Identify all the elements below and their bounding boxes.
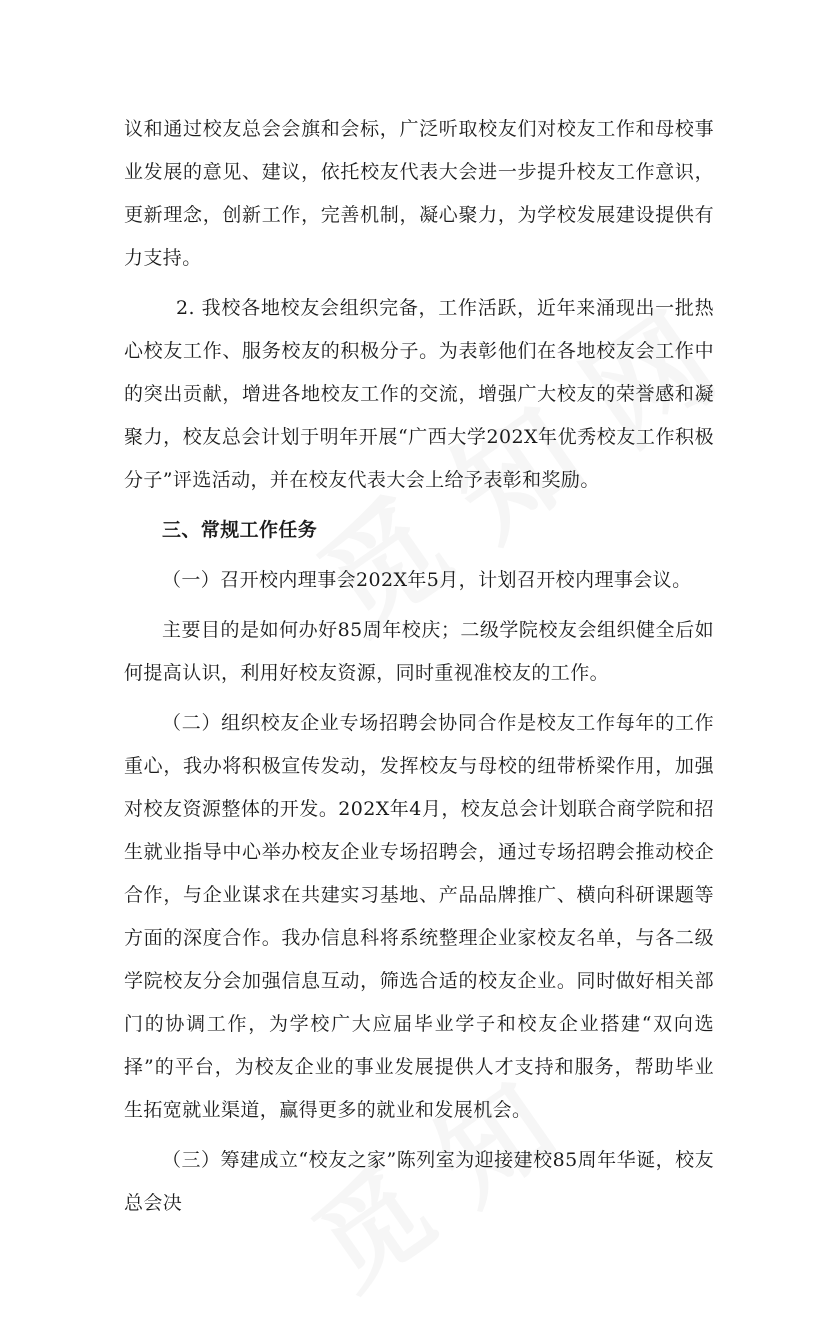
paragraph-item-2: 2. 我校各地校友会组织完备，工作活跃，近年来涌现出一批热心校友工作、服务校友的积极分子。为表彰他们在各地校友会工作中的突出贡献，增进各地校友工作的交流，增强广大校友的荣誉感和凝聚力，校友总会计划于明年开展“广西大学202X年优秀校友工作积极分子”评选活动，并在校友代表大会上给予表彰和奖励。 [124,297,714,491]
paragraph-task-2: （二）组织校友企业专场招聘会协同合作是校友工作每年的工作重心，我办将积极宣传发动，发挥校友与母校的纽带桥梁作用，加强对校友资源整体的开发。202X年4月，校友总会计划联合商学院和招生就业指导中心举办校友企业专场招聘会，通过专场招聘会推动校企合作，与企业谋求在共建实习基地、产品品牌推广、横向科研课题等方面的深度合作。我办信息科将系统整理企业家校友名单，与各二级学院校友分会加强信息互动，筛选合适的校友企业。同时做好相关部门的协调工作，为学校广大应届毕业学子和校友企业搭建“双向选择”的平台，为校友企业的事业发展提供人才支持和服务，帮助毕业生拓宽就业渠道，赢得更多的就业和发展机会。 [124,712,714,1121]
paragraph-task-1-detail: 主要目的是如何办好85周年校庆；二级学院校友会组织健全后如何提高认识，利用好校友资源，同时重视准校友的工作。 [124,619,714,684]
section-heading-3: 三、常规工作任务 [162,519,318,541]
paragraph-continuation: 议和通过校友总会会旗和会标，广泛听取校友们对校友工作和母校事业发展的意见、建议，依托校友代表大会进一步提升校友工作意识，更新理念，创新工作，完善机制，凝心聚力，为学校发展建设提供有力支持。 [124,118,714,269]
document-body [124,108,714,1225]
paragraph-task-1: （一）召开校内理事会202X年5月，计划召开校内理事会议。 [162,569,692,591]
paragraph-task-3: （三）筹建成立“校友之家”陈列室为迎接建校85周年华诞，校友总会决 [124,1149,714,1214]
